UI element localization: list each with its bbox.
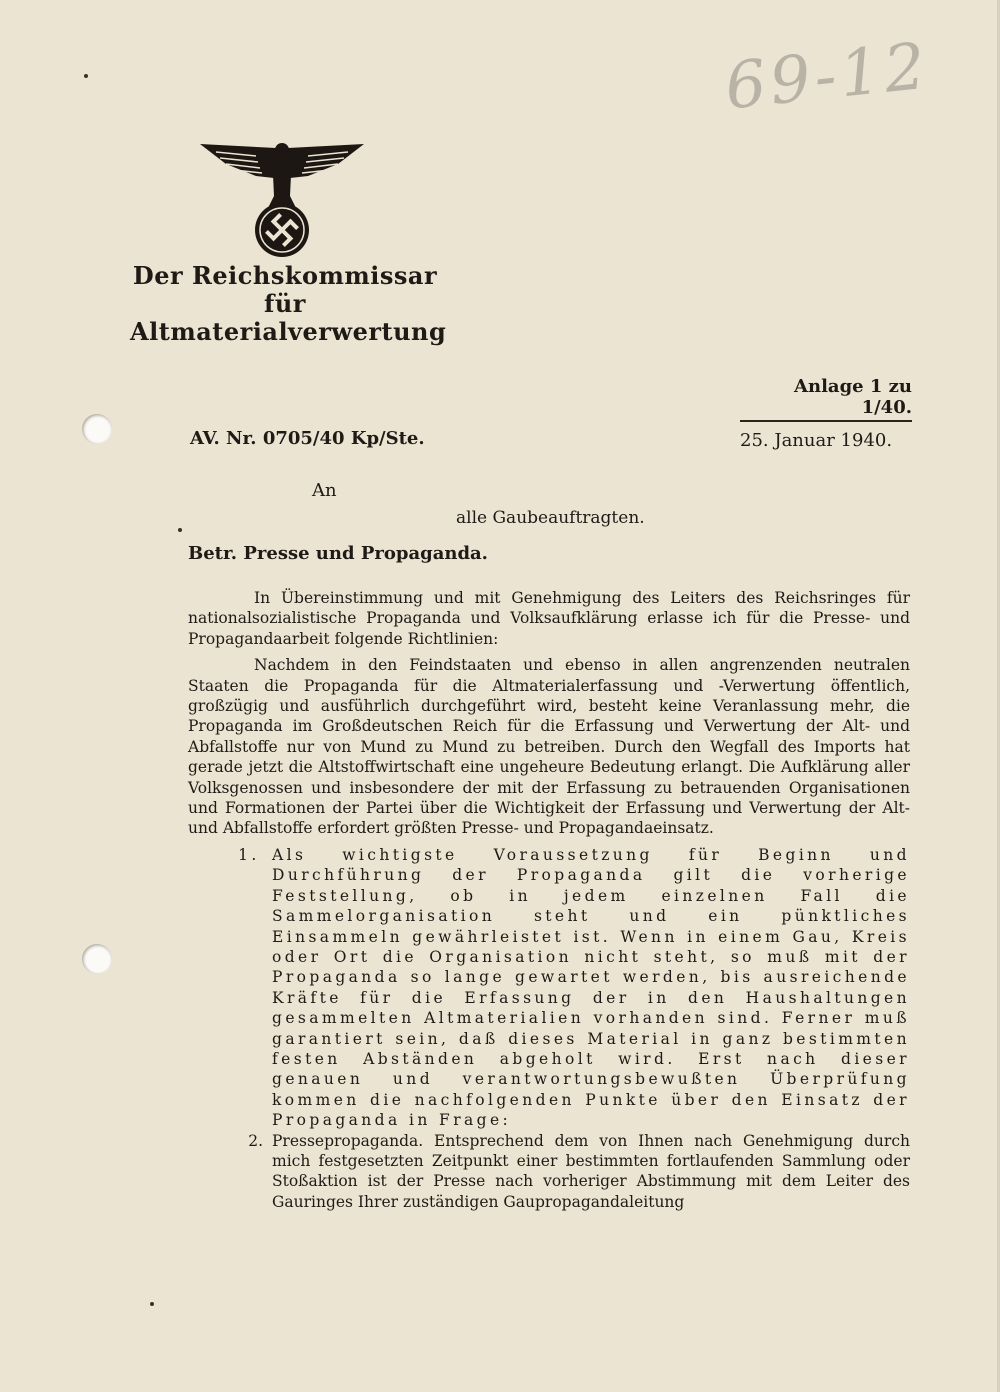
paper-speck (84, 74, 88, 78)
eagle-swastika-emblem-icon (196, 138, 368, 258)
document-date: 25. Januar 1940. (740, 430, 893, 451)
letterhead (130, 261, 447, 346)
punch-hole-bottom (82, 944, 112, 974)
body-paragraph: Nachdem in den Feindstaaten und ebenso in allen angrenzenden neutralen Staaten die Propaganda für die Altmaterialerfassung und -Verwertung öffentlich, großzügig und ausführlich durchgeführt wird, besteht keine Veranlassung mehr, die Propaganda im Großdeutschen Reich für die Erfassung und Verwertung der Alt- und Abfallstoffe nur von Mund zu Mund zu betreiben. Durch den Wegfall des Imports hat gerade jetzt die Altstoffwirtschaft eine ungeheure Bedeutung erlangt. Die Aufklärung aller Volksgenossen und insbesondere der mit der Erfassung zu betrauenden Organisationen und Formationen der Partei über die Wichtigkeit der Erfassung und Verwertung der Alt- und Abfallstoffe erfordert größten Presse- und Propagandaeinsatz. (188, 656, 910, 838)
paper-speck (178, 528, 182, 532)
list-item: 2. Pressepropaganda. Entsprechend dem von Ihnen nach Genehmigung durch mich festgesetzten Zeitpunkt einer bestimmten fortlaufenden Sammlung oder Stoßaktion ist der Presse nach vorheriger Abstimmung mit dem Leiter des Gauringes Ihrer zuständigen Gaupropagandaleitung (268, 1131, 910, 1213)
reference-number: AV. Nr. 0705/40 Kp/Ste. (190, 428, 425, 449)
list-item: 1. Als wichtigste Voraussetzung für Beginn und Durchführung der Propaganda gilt die vorherige Feststellung, ob in jedem einzelnen Fall die Sammelorganisation steht und ein pünktliches Einsammeln gewährleistet ist. Wenn in einem Gau, Kreis oder Ort die Organisation nicht steht, so muß mit der Propaganda so lange gewartet werden, bis ausreichende Kräfte für die Erfassung der in den Haushaltungen gesammelten Altmaterialien vorhanden sind. Ferner muß garantiert sein, daß dieses Material in ganz bestimmten festen Abständen abgeholt wird. Erst nach dieser genauen und verantwortungsbewußten Überprüfung kommen die nachfolgenden Punkte über den Einsatz der Propaganda in Frage: (268, 845, 910, 1131)
body-paragraph: In Übereinstimmung und mit Genehmigung des Leiters des Reichsringes für nationalsozialistische Propaganda und Volksaufklärung erlasse ich für die Presse- und Propagandaarbeit folgende Richtlinien: (188, 589, 910, 648)
addressee-recipient: alle Gaubeauftragten. (456, 508, 645, 528)
handwritten-annotation: 69-12 (721, 29, 933, 125)
document-body (188, 588, 910, 1212)
letterhead-subtitle: für Altmaterialverwertung (130, 289, 447, 346)
letterhead-title: Der Reichskommissar (132, 261, 438, 290)
addressee-to: An (312, 480, 337, 501)
attachment-label: Anlage 1 zu 1/40. (740, 376, 912, 422)
numbered-list (188, 845, 910, 1212)
subject-line: Betr. Presse und Propaganda. (188, 543, 488, 564)
paper-speck (150, 1302, 154, 1306)
punch-hole-top (82, 414, 112, 444)
